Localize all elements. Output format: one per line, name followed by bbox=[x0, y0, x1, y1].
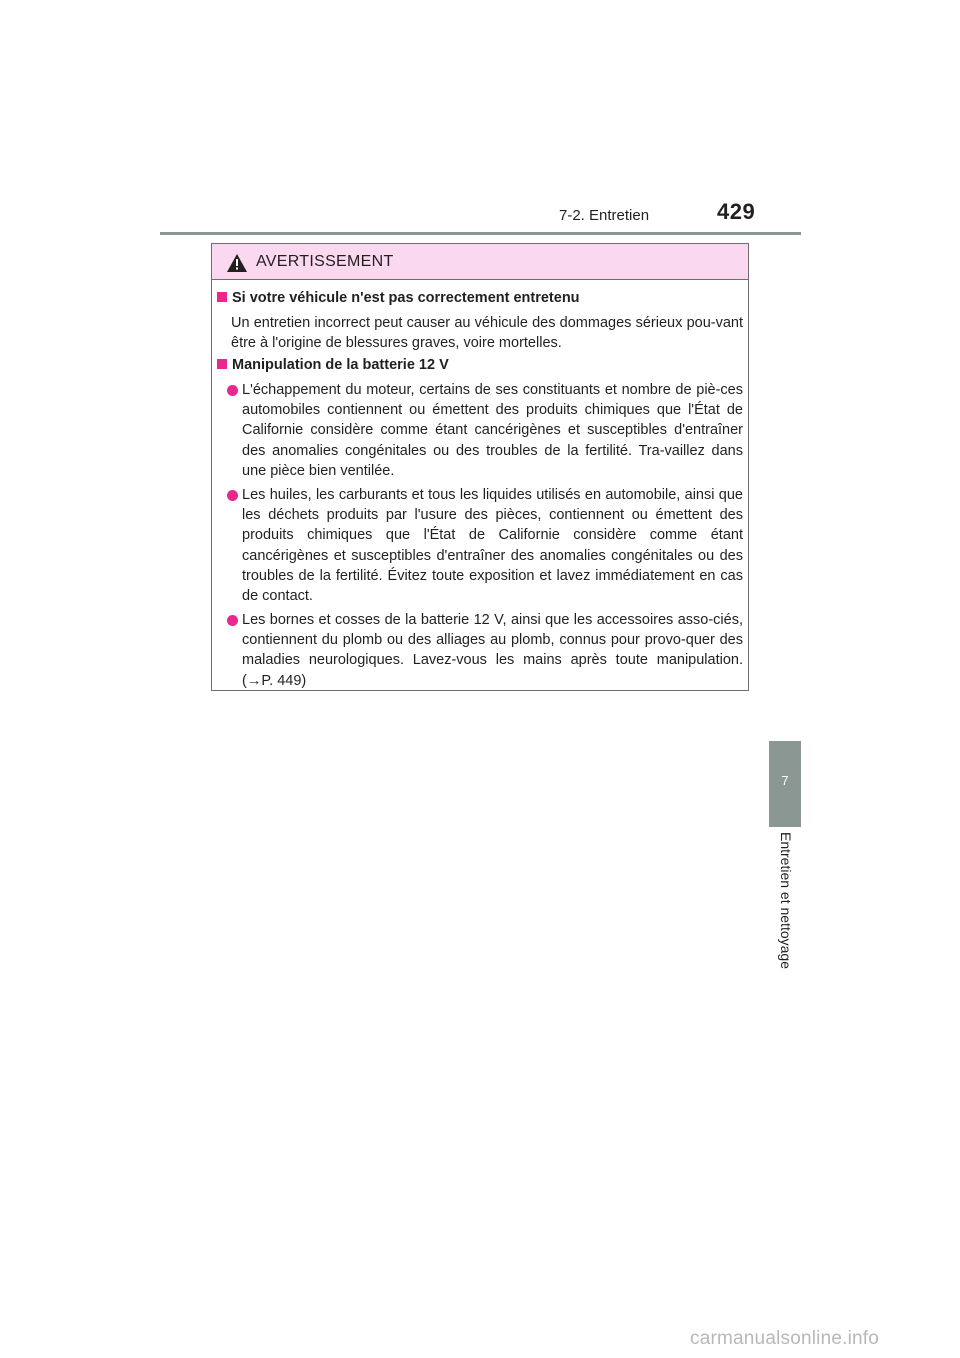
warning-header bbox=[212, 244, 748, 280]
section-title: 7-2. Entretien bbox=[559, 207, 650, 224]
square-bullet-icon bbox=[217, 359, 227, 369]
section-paragraph: Un entretien incorrect peut causer au véhicule des dommages sérieux pou-vant être à l'origine de blessures graves, voire mortelles. bbox=[231, 315, 743, 352]
round-bullet-icon bbox=[227, 385, 238, 396]
round-bullet-icon bbox=[227, 615, 238, 626]
bullet-paragraph: L'échappement du moteur, certains de ses constituants et nombre de piè-ces automobiles contiennent ou émettent des produits chimiques que l'État de Californie considère comme étant cancérigènes et susceptibles d'entraîner des anomalies congénitales ou des troubles de la fertilité. Tra-vaillez dans une pièce bien ventilée. bbox=[242, 382, 743, 479]
warning-triangle-icon bbox=[227, 254, 247, 272]
header-divider bbox=[160, 232, 801, 235]
chapter-tab bbox=[769, 741, 801, 827]
section-heading-text: Si votre véhicule n'est pas correctement entretenu bbox=[232, 290, 580, 306]
chapter-label bbox=[776, 832, 796, 969]
watermark-text: carmanualsonline.info bbox=[690, 1328, 880, 1349]
chapter-label-text: Entretien et nettoyage bbox=[778, 832, 794, 969]
bullet-paragraph: Les bornes et cosses de la batterie 12 V, ainsi que les accessoires asso-ciés, contiennent du plomb ou des alliages au plomb, connus pour provo-quer des maladies neurologiques. Lavez-vous les mains après toute manipulation. (→P. 449) bbox=[242, 612, 743, 689]
warning-box bbox=[211, 243, 749, 691]
section-heading-text: Manipulation de la batterie 12 V bbox=[232, 357, 449, 373]
square-bullet-icon bbox=[217, 292, 227, 302]
warning-title: AVERTISSEMENT bbox=[256, 253, 394, 270]
chapter-number: 7 bbox=[781, 773, 789, 788]
bullet-paragraph: Les huiles, les carburants et tous les liquides utilisés en automobile, ainsi que les déchets produits par l'usure des pièces, contiennent ou émettent des produits chimiques que l'État de Californie considère comme étant cancérigènes et susceptibles d'entraîner des anomalies congénitales ou des troubles de la fertilité. Évitez toute exposition et lavez immédiatement en cas de contact. bbox=[242, 487, 743, 605]
section-heading bbox=[217, 290, 580, 306]
round-bullet-icon bbox=[227, 490, 238, 501]
page-number: 429 bbox=[717, 199, 756, 224]
section-heading bbox=[217, 357, 449, 373]
